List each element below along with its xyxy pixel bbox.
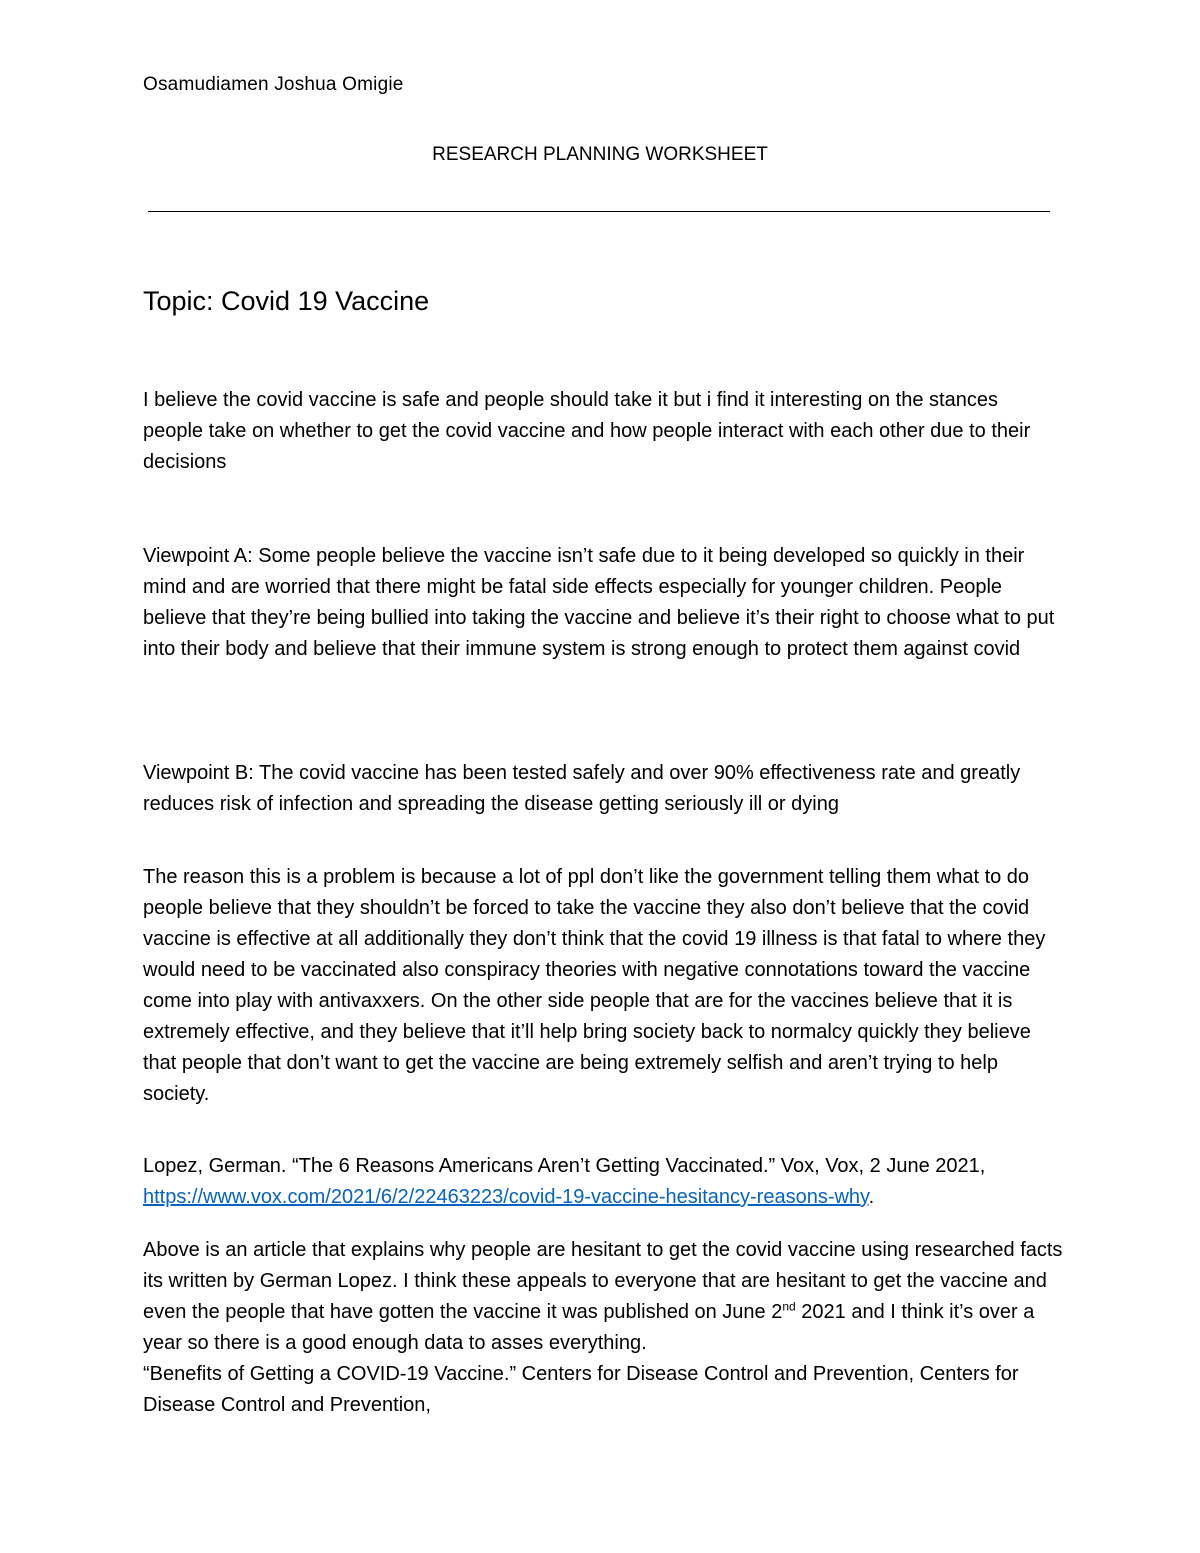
document-title: RESEARCH PLANNING WORKSHEET <box>432 144 768 165</box>
citation-trailing: . <box>868 1186 875 1208</box>
citation-paragraph <box>143 1151 1063 1213</box>
analysis-paragraph <box>143 1235 1063 1421</box>
analysis-text-1: Above is an article that explains why people are hesitant to get the covid vaccine using researched facts its written by German Lopez. I think these appeals to everyone that are hesitant to get the vaccine and even the people that have gotten the vaccine it was published on June 2 <box>143 1239 1063 1323</box>
problem-paragraph: The reason this is a problem is because a lot of ppl don’t like the government telling them what to do people believe that they shouldn’t be forced to take the vaccine they also don’t believe that the covid vaccine is effective at all additionally they don’t think that the covid 19 illness is that fatal to where they would need to be vaccinated also conspiracy theories with negative connotations toward the vaccine come into play with antivaxxers. On the other side people that are for the vaccines believe that it is extremely effective, and they believe that it’ll help bring society back to normalcy quickly they believe that people that don’t want to get the vaccine are being extremely selfish and aren’t trying to help society. <box>143 866 1046 1105</box>
title-divider <box>148 211 1050 212</box>
citation-text: Lopez, German. “The 6 Reasons Americans Aren’t Getting Vaccinated.” Vox, Vox, 2 June 2021, <box>143 1155 986 1177</box>
viewpoint-b-paragraph: Viewpoint B: The covid vaccine has been tested safely and over 90% effectiveness rate and greatly reduces risk of infection and spreading the disease getting seriously ill or dying <box>143 762 1021 815</box>
viewpoint-a-paragraph: Viewpoint A: Some people believe the vaccine isn’t safe due to it being developed so quickly in their mind and are worried that there might be fatal side effects especially for younger children. People believe that they’re being bullied into taking the vaccine and believe it’s their right to choose what to put into their body and believe that their immune system is strong enough to protect them against covid <box>143 545 1055 660</box>
analysis-text-2: 2021 and I think it’s over a year so there is a good enough data to asses everything. <box>143 1301 1035 1354</box>
ordinal-superscript: nd <box>782 1299 796 1314</box>
topic-heading: Topic: Covid 19 Vaccine <box>143 286 430 316</box>
author-name: Osamudiamen Joshua Omigie <box>143 74 404 95</box>
second-citation-text: “Benefits of Getting a COVID-19 Vaccine.” Centers for Disease Control and Prevention, Centers for Disease Control and Prevention, <box>143 1363 1019 1416</box>
citation-link[interactable]: https://www.vox.com/2021/6/2/22463223/covid-19-vaccine-hesitancy-reasons-why <box>143 1186 869 1208</box>
belief-paragraph: I believe the covid vaccine is safe and people should take it but i find it interesting on the stances people take on whether to get the covid vaccine and how people interact with each other due to their decisions <box>143 389 1031 473</box>
